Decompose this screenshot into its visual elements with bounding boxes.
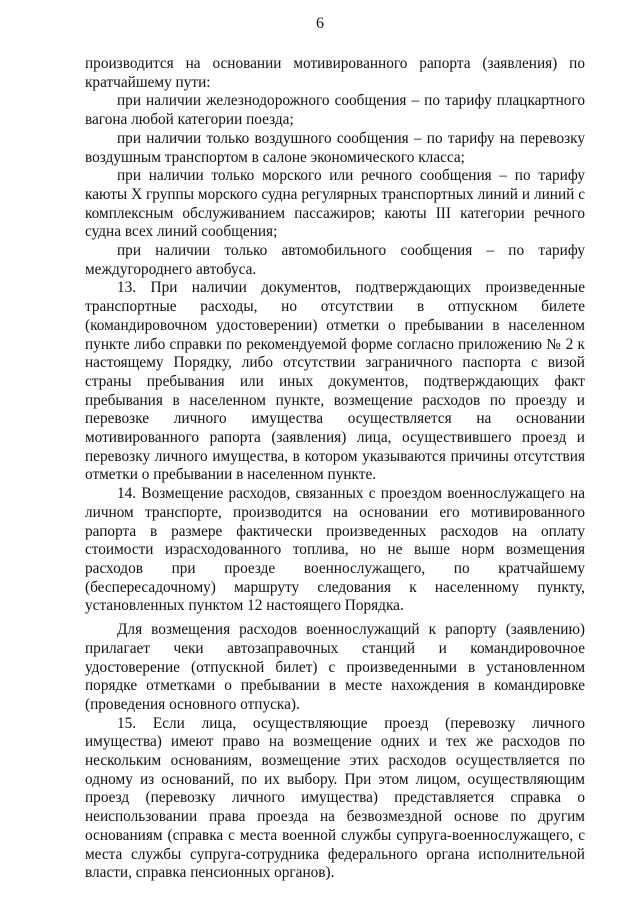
- paragraph-continuation: производится на основании мотивированного рапорта (заявления) по кратчайшему пути:: [85, 55, 585, 91]
- document-body: [85, 55, 585, 883]
- paragraph-14: 14. Возмещение расходов, связанных с проездом военнослужащего на личном транспорте, производится на основании его мотивированного рапорта в размере фактически произведенных расходов на оплату стоимости израсходованного топлива, но не выше норм возмещения расходов при проезде военнослужащего, по кратчайшему (беспересадочному) маршруту следования к населенному пункту, установленных пунктом 12 настоящего Порядка.: [85, 485, 585, 615]
- paragraph-15: 15. Если лица, осуществляющие проезд (перевозку личного имущества) имеют право на возмещение одних и тех же расходов по нескольким основаниям, возмещение этих расходов осуществляется по одному из оснований, по их выбору. При этом лицом, осуществляющим проезд (перевозку личного имущества) представляется справка о неиспользовании права проезда на безвозмездной основе по другим основаниям (справка с места военной службы супруга-военнослужащего, с места службы супруга-сотрудника федерального органа исполнительной власти, справка пенсионных органов).: [85, 714, 585, 882]
- paragraph-rail: при наличии железнодорожного сообщения – по тарифу плацкартного вагона любой категории поезда;: [85, 92, 585, 129]
- paragraph-13: 13. При наличии документов, подтверждающих произведенные транспортные расходы, но отсутствии в отпускном билете (командировочном удостоверении) отметки о пребывании в населенном пункте либо справки по рекомендуемой форме согласно приложению № 2 к настоящему Порядку, либо отсутствии заграничного паспорта с визой страны пребывания или иных документов, подтверждающих факт пребывания в населенном пункте, возмещение расходов по проезду и перевозке личного имущества осуществляется на основании мотивированного рапорта (заявления) лица, осуществившего проезд и перевозку личного имущества, в котором указываются причины отсутствия отметки о пребывании в населенном пункте.: [85, 279, 585, 484]
- paragraph-sea-river: при наличии только морского или речного сообщения – по тарифу каюты X группы морского судна регулярных транспортных линий и линий с комплексным обслуживанием пассажиров; каюты III категории речного судна всех линий сообщения;: [85, 167, 585, 241]
- paragraph-14-receipts: Для возмещения расходов военнослужащий к рапорту (заявлению) прилагает чеки автозаправочных станций и командировочное удостоверение (отпускной билет) с произведенными в установленном порядке отметками о пребывании в месте нахождения в командировке (проведения основного отпуска).: [85, 621, 585, 713]
- paragraph-air: при наличии только воздушного сообщения – по тарифу на перевозку воздушным транспортом в салоне экономического класса;: [85, 129, 585, 166]
- paragraph-road: при наличии только автомобильного сообщения – по тарифу междугороднего автобуса.: [85, 242, 585, 278]
- page-number: 6: [316, 15, 324, 32]
